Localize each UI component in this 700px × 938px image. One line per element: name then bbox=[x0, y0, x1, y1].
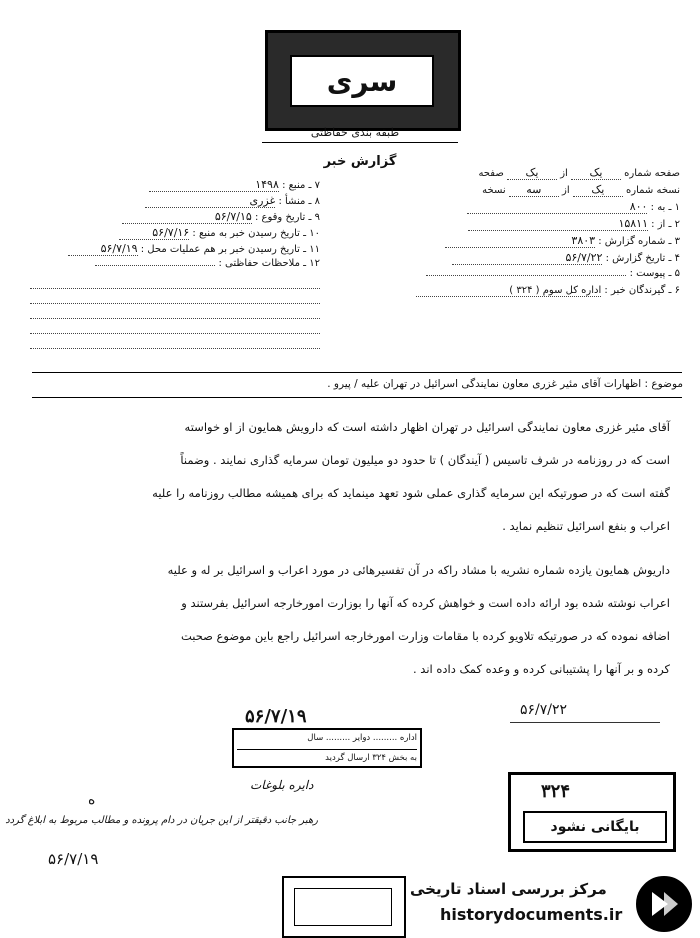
field-origin: ۸ ـ منشأ : غزری bbox=[20, 194, 320, 210]
watermark-logo-icon bbox=[636, 876, 692, 932]
field-page-number: صفحه شماره یک از یک صفحه bbox=[478, 166, 680, 179]
blank-line bbox=[30, 319, 320, 334]
subject-line: موضوع : اظهارات آقای مئیر غزری معاون نمایندگی اسرائیل در تهران علیه / پیرو . bbox=[327, 378, 683, 390]
bottom-stamp-inner bbox=[294, 888, 392, 926]
field-security-notes: ۱۲ ـ ملاحظات حفاظتی : bbox=[20, 258, 320, 274]
field-operations-date: ۱۱ ـ تاریخ رسیدن خبر بر هم عملیات محل : ۵۶/۷/۱۹ bbox=[20, 242, 320, 258]
handwritten-underline bbox=[510, 722, 660, 723]
blank-line bbox=[30, 289, 320, 304]
body-line: داریوش همایون یازده شماره نشریه با مشاد راکه در آن تفسیرهائی در مورد اعراب و اسرائیل بر له و علیه bbox=[167, 563, 670, 577]
body-line: گفته است که در صورتیکه این سرمایه گذاری عملی شود تعهد مینماید که برای همیشه مطالب روزنامه را علیه bbox=[152, 486, 670, 500]
body-line: اضافه نموده که در صورتیکه تلاویو کرده با مقامات وزارت امورخارجه اسرائیل راجع باین موضوع صحبت bbox=[180, 629, 670, 643]
archive-stamp bbox=[508, 772, 676, 852]
handwritten-note: رهبر جانب دقیقتر از این جریان در دام پرونده و مطالب مربوط به ابلاغ گردد bbox=[5, 815, 318, 826]
blank-line bbox=[30, 304, 320, 319]
body-line: است که در روزنامه در شرف تاسیس ( آیندگان ) تا حدود دو میلیون تومان سرمایه گذاری نمایند . وضمناً bbox=[180, 453, 670, 467]
blank-line bbox=[30, 274, 320, 289]
archive-stamp-number: ۳۲۴ bbox=[541, 781, 571, 802]
routing-stamp bbox=[232, 728, 422, 768]
handwritten-department: دایره بلوغات bbox=[250, 778, 314, 792]
field-from: ۲ ـ از : ۱۵۸۱۱ bbox=[375, 217, 680, 234]
report-body bbox=[40, 420, 670, 688]
watermark-url: historydocuments.ir bbox=[440, 905, 623, 924]
form-title: گزارش خبر bbox=[323, 154, 397, 169]
field-received-date: ۱۰ ـ تاریخ رسیدن خبر به منبع : ۵۶/۷/۱۶ bbox=[20, 226, 320, 242]
handwritten-date-bottom: ۵۶/۷/۱۹ bbox=[48, 850, 99, 868]
classification-divider bbox=[262, 142, 458, 143]
classification-stamp-text: سری bbox=[290, 55, 434, 107]
left-fields bbox=[20, 178, 320, 349]
handwritten-date-center: ۵۶/۷/۱۹ bbox=[245, 706, 307, 727]
logo-glyph-icon bbox=[638, 878, 690, 930]
field-event-date: ۹ ـ تاریخ وقوع : ۵۶/۷/۱۵ bbox=[20, 210, 320, 226]
body-line: اعراب نوشته شده بود ارائه داده است و خواهش کرده که آنها را بوزارت امورخارجه اسرائیل بفرستند و bbox=[181, 596, 670, 610]
classification-stamp bbox=[265, 30, 461, 131]
field-copy-number: نسخه شماره یک از سه نسخه bbox=[482, 183, 680, 196]
bottom-stamp bbox=[282, 876, 406, 938]
field-recipients: ۶ ـ گیرندگان خبر : اداره کل سوم ( ۳۲۴ ) bbox=[375, 285, 680, 302]
field-attachment: ۵ ـ پیوست : bbox=[375, 268, 680, 285]
body-line: کرده و بر آنها را پشتیبانی کرده و وعده کمک داده اند . bbox=[412, 662, 670, 676]
handwritten-date-right: ۵۶/۷/۲۲ bbox=[520, 702, 568, 718]
watermark-title: مرکز بررسی اسناد تاریخی bbox=[410, 880, 607, 898]
field-report-number: ۳ ـ شماره گزارش : ۳۸۰۳ bbox=[375, 234, 680, 251]
blank-line bbox=[30, 334, 320, 349]
routing-stamp-line1: اداره ......... دوایر ......... سال bbox=[237, 733, 417, 750]
archive-stamp-text: بایگانی نشود bbox=[523, 811, 667, 843]
subject-bottom-rule bbox=[32, 397, 682, 398]
classification-label: طبقه بندی حفاظتی bbox=[310, 126, 400, 139]
subject-top-rule bbox=[32, 372, 682, 373]
right-fields bbox=[375, 166, 680, 302]
body-line: آقای مئیر غزری معاون نمایندگی اسرائیل در تهران اظهار داشته است که دارویش همایون از او خواسته bbox=[184, 420, 670, 434]
field-to: ۱ ـ به : ۸۰۰ bbox=[375, 200, 680, 217]
handwritten-mark: ﻩ bbox=[88, 792, 96, 808]
field-report-date: ۴ ـ تاریخ گزارش : ۵۶/۷/۲۲ bbox=[375, 251, 680, 268]
routing-stamp-line2: به بخش ۳۲۴ ارسال گردید bbox=[325, 753, 417, 763]
field-source: ۷ ـ منبع : ۱۴۹۸ bbox=[20, 178, 320, 194]
body-line: اعراب و بنفع اسرائیل تنظیم نماید . bbox=[502, 519, 670, 533]
